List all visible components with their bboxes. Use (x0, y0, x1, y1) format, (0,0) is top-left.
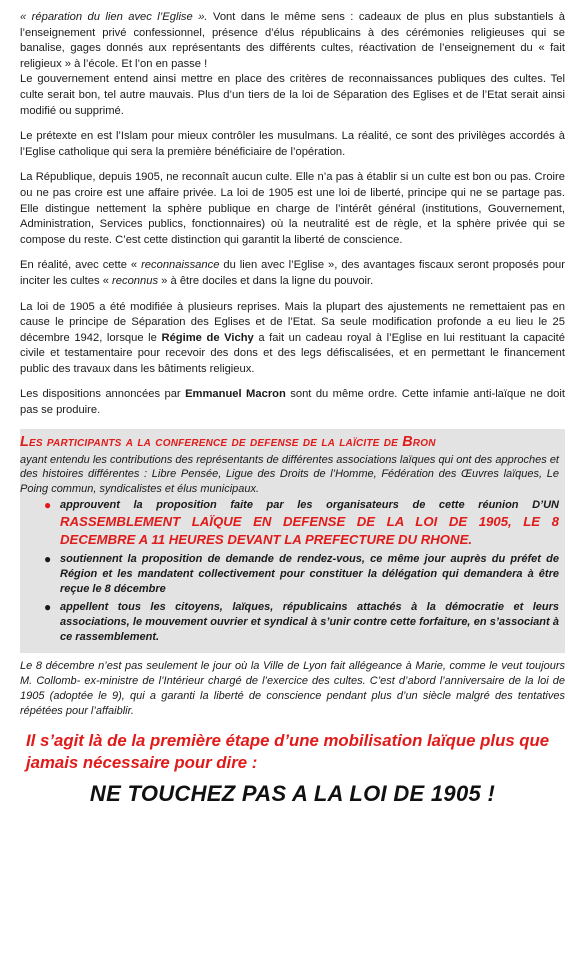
intro-text: Vont dans le même sens : cadeaux de plus en plus substantiels à l’enseignement privé confessionnel, présence d’élus républicains à des cérémonies religieuses qui se banalise, gages donnés aux représentants des différents cultes, réactivation de l’enseignement du « fait religieux » à l’école. Et l’on en passe ! (20, 11, 566, 70)
paragraph-history (20, 300, 565, 378)
list-item-text: soutiennent la proposition de demande de rendez-vous, ce même jour auprès du préfet de Région et les mandatent collectivement pour constituer la délégation qui demandera à être reçue le 8 décembre (60, 553, 559, 596)
list-item (44, 498, 559, 549)
banner-intro: ayant entendu les contributions des représentants de différentes associations laïques qui ont des approches et des histoires différentes : Libre Pensée, Ligue des Droits de l’Homme, Fédération des Œuvres laïques, Le Poing commun, syndicalistes et élus municipaux. (20, 453, 559, 495)
text-segment: » à être dociles et dans la ligne du pouvoir. (158, 274, 374, 287)
resolution-list (20, 498, 559, 645)
paragraph-intro (20, 10, 565, 119)
quote-text: « réparation du lien avec l’Eglise ». (20, 11, 208, 23)
paragraph-republic: La République, depuis 1905, ne reconnaît aucun culte. Elle n’a pas à établir si un culte est bon ou pas. Croire ou ne pas croire est une affaire privée. La loi de 1905 est une loi de liberté, principe qui ne se partage pas. Elle distingue nettement la sphère publique en charge de l’intérêt général (institutions, Gouvernement, Administration, Services publics, fonctionnaires) où la neutralité est de règle, et la sphère privée qui se compose du reste. C’est cette distinction qui garantit la liberté de conscience. (20, 171, 565, 246)
call-to-action: Il s’agit là de la première étape d’une mobilisation laïque plus que jamais nécessaire pour dire : (26, 731, 550, 773)
paragraph-reality (20, 258, 565, 289)
list-item (44, 600, 559, 645)
intro-text-2: Le gouvernement entend ainsi mettre en place des critères de reconnaissances publiques des cultes. Tel culte serait bon, tel autre mauvais. Plus d’un tiers de la loi de Séparation des Eglises et de l’Etat serait ainsi modifié ou supprimé. (20, 73, 565, 117)
bullet-icon: ● (44, 498, 52, 513)
paragraph-macron (20, 387, 565, 418)
italic-word: reconnus (112, 274, 159, 287)
bold-name: Emmanuel Macron (185, 388, 286, 401)
text-segment: Les dispositions annoncées par (20, 388, 186, 401)
list-item-highlight: RASSEMBLEMENT LAÏQUE EN DEFENSE DE LA LOI DE 1905, LE 8 DECEMBRE A 11 HEURES DEVANT LA PREFECTURE DU RHONE. (60, 514, 559, 548)
final-slogan: NE TOUCHEZ PAS A LA LOI DE 1905 ! (89, 781, 496, 807)
text-segment: du lien avec l’Eglise », des avantages fiscaux seront proposés pour inciter les cultes « (20, 259, 565, 287)
paragraph-pretext: Le prétexte en est l’Islam pour mieux contrôler les musulmans. La réalité, ce sont des privilèges accordés à l’Eglise catholique qui sera la première bénéficiaire de l’opération. (20, 130, 565, 158)
text-segment: a fait un cadeau royal à l’Eglise en lui restituant la capacité civile et testamentaire pour recevoir des dons et des legs défiscalisées, et en permettant le financement public des travaux dans les bâtiments religieux. (20, 331, 565, 375)
italic-word: reconnaissance (141, 259, 220, 272)
list-item-text: appellent tous les citoyens, laïques, républicains attachés à la démocratie et leurs associations, le mouvement ouvrier et syndical à s’unir contre cette forfaiture, en s’associant à ce rassemblement. (60, 601, 559, 644)
paragraph-december: Le 8 décembre n’est pas seulement le jour où la Ville de Lyon fait allégeance à Marie, comme le veut toujours M. Collomb- ex-ministre de l’Intérieur chargé de l’exercice des cultes. C’est d’abord l’anniversaire de la loi de 1905 (adoptée le 9), qui a garanti la liberté de conscience pendant plus d’un siècle malgré des tentatives répétées pour l’affaiblir. (20, 660, 565, 717)
list-item (44, 552, 559, 597)
list-item-text: approuvent la proposition faite par les organisateurs de cette réunion D’UN (60, 499, 559, 512)
text-segment: La loi de 1905 a été modifiée à plusieurs reprises. Mais la plupart des ajustements ne remettaient pas en cause le principe de Séparation des Eglises et de l’Etat. Sa seule modification profonde a eu lieu le 25 décembre 1942, lorsque le (20, 300, 565, 344)
banner-title: Les participants a la conference de defense de la laïcite de Bron (20, 433, 436, 450)
bullet-icon: ● (44, 600, 52, 615)
text-segment: sont du même ordre. Cette infamie anti-laïque ne doit pas se produire. (20, 388, 565, 417)
text-segment: En réalité, avec cette « (20, 259, 142, 272)
resolution-banner (20, 429, 565, 654)
bold-name: Régime de Vichy (161, 331, 254, 344)
bullet-icon: ● (44, 552, 52, 567)
